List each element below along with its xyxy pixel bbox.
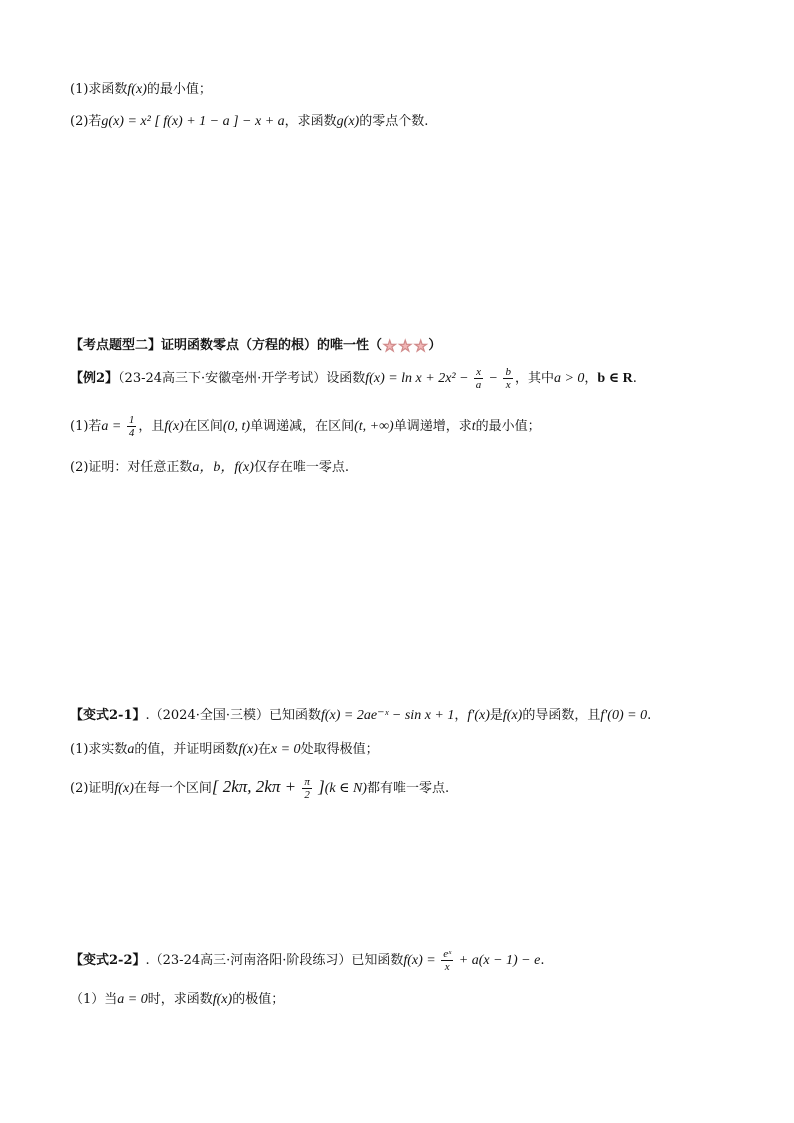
section-title: 证明函数零点（方程的根）的唯一性（ — [161, 338, 383, 353]
fraction-num: 1 — [128, 414, 135, 426]
text: ， — [454, 708, 468, 723]
math-expr: g(x) = x² [ f(x) + 1 − a ] − x + a — [101, 114, 285, 129]
fraction — [302, 776, 312, 801]
math-expr: x = 0 — [270, 742, 301, 757]
fraction-num: eˣ — [443, 948, 452, 960]
section-heading — [70, 334, 441, 355]
text: 仅存在唯一零点. — [253, 460, 349, 475]
text: (1)求函数 — [70, 82, 128, 97]
star-icon: ★ — [398, 337, 412, 355]
math-expr: g(x) — [336, 114, 360, 129]
text: 是 — [489, 708, 503, 723]
variant-source: .（23-24高三·河南洛阳·阶段练习）已知函数 — [145, 953, 404, 968]
math-expr: f(x) = — [403, 953, 440, 968]
text: 在 — [257, 742, 271, 757]
text: （1）当 — [70, 992, 118, 1007]
text: . — [540, 953, 545, 968]
math-expr: b ∈ R — [597, 371, 633, 386]
fraction-num: b — [505, 366, 511, 378]
math-expr: f(x) — [212, 992, 233, 1007]
example-2-part-1 — [70, 414, 541, 439]
text: (1)求实数 — [70, 742, 128, 757]
fraction-num: π — [304, 776, 310, 788]
fraction-den: 4 — [128, 427, 135, 439]
text: 的极值； — [232, 992, 285, 1007]
text: ，其中 — [514, 371, 554, 386]
text: 单调递减，在区间 — [250, 419, 355, 434]
variant-2-2-statement — [70, 948, 544, 973]
math-expr: ] — [313, 777, 325, 796]
variant-2-1-statement — [70, 704, 651, 724]
star-icon: ★ — [413, 337, 428, 355]
variant-label: 【变式2-1】 — [70, 708, 146, 723]
text: 都有唯一零点. — [366, 781, 450, 796]
text: 的零点个数. — [359, 114, 429, 129]
text: 的最小值； — [146, 82, 212, 97]
math-expr: f(x) — [127, 82, 147, 97]
math-expr: f′(x) — [467, 708, 490, 723]
star-icon: ★ — [383, 337, 397, 355]
math-expr: a = 0 — [117, 992, 148, 1007]
prev-part-2 — [70, 110, 428, 130]
variant-source: .（2024·全国·三模）已知函数 — [145, 708, 321, 723]
text: 的导函数，且 — [522, 708, 601, 723]
text: (2)证明 — [70, 781, 115, 796]
math-expr: (t, +∞) — [354, 419, 394, 434]
fraction — [503, 366, 513, 391]
variant-2-1-part-1 — [70, 738, 379, 758]
text: ， — [584, 371, 598, 386]
math-expr: [ 2kπ, 2kπ + — [211, 777, 301, 796]
fraction-den: x — [505, 379, 511, 391]
math-expr: f(x) — [238, 742, 258, 757]
text: 在每一个区间 — [133, 781, 212, 796]
example-label: 【例2】 — [70, 371, 119, 386]
math-expr: f(x) = 2ae⁻ˣ − sin x + 1 — [320, 708, 455, 723]
math-expr: (0, t) — [222, 419, 251, 434]
text: . — [647, 708, 652, 723]
text: (2)若 — [70, 114, 102, 129]
fraction-num: x — [476, 366, 481, 378]
math-expr: t — [471, 419, 476, 434]
difficulty-stars — [382, 337, 428, 355]
math-expr: a = — [101, 419, 125, 434]
variant-label: 【变式2-2】 — [70, 953, 146, 968]
fraction-den: a — [475, 379, 482, 391]
text: (1)若 — [70, 419, 102, 434]
math-expr: a — [127, 742, 135, 757]
math-expr: f(x) — [234, 460, 254, 475]
variant-2-2-part-1 — [70, 988, 284, 1008]
fraction — [441, 948, 453, 973]
math-expr: f(x) — [164, 419, 184, 434]
text: . — [632, 371, 637, 386]
example-source: （23-24高三下·安徽亳州·开学考试）设函数 — [118, 371, 366, 386]
math-expr: (k ∈ N) — [324, 781, 367, 796]
text: ） — [428, 338, 442, 353]
fraction-den: 2 — [304, 789, 310, 801]
math-expr: a > 0 — [553, 371, 585, 386]
example-2-part-2 — [70, 456, 349, 476]
math-expr: a，b， — [192, 460, 235, 475]
variant-2-1-part-2 — [70, 776, 449, 801]
section-tag: 【考点题型二】 — [70, 338, 162, 353]
text: 在区间 — [183, 419, 223, 434]
text: 的最小值； — [475, 419, 541, 434]
text: ，且 — [138, 419, 165, 434]
text: ，求函数 — [284, 114, 337, 129]
text: 处取得极值； — [300, 742, 379, 757]
text: (2)证明：对任意正数 — [70, 460, 193, 475]
math-expr: f(x) — [502, 708, 523, 723]
math-expr: f(x) = ln x + 2x² − — [365, 371, 473, 386]
prev-part-1 — [70, 78, 212, 98]
text: 时，求函数 — [147, 992, 213, 1007]
math-expr: f(x) — [114, 781, 134, 796]
math-expr: − — [484, 371, 502, 386]
fraction — [474, 366, 483, 391]
text: 的值，并证明函数 — [134, 742, 239, 757]
fraction — [127, 414, 137, 439]
fraction-den: x — [444, 961, 450, 973]
example-2-statement — [70, 366, 637, 391]
math-expr: + a(x − 1) − e — [455, 953, 541, 968]
text: 单调递增，求 — [393, 419, 472, 434]
math-expr: f′(0) = 0 — [600, 708, 648, 723]
